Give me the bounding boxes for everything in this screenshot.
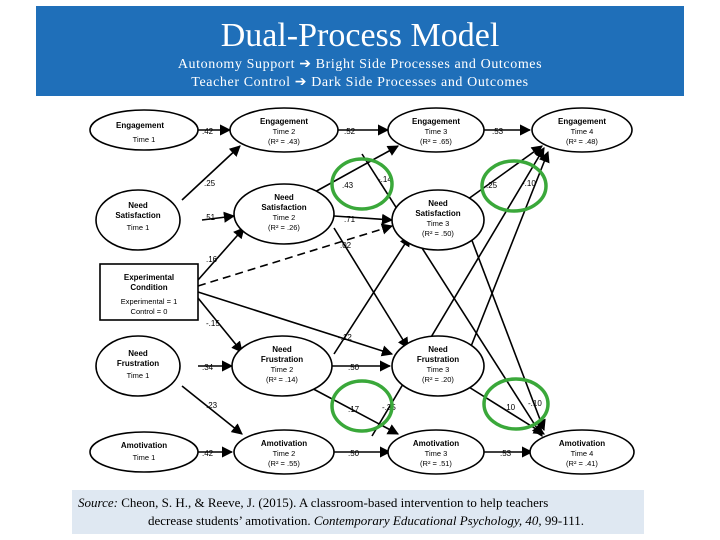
label-amotivation-t2-sub: Time 2 bbox=[272, 449, 296, 458]
coef-satisfaction-t2-t3: .71 bbox=[344, 215, 356, 224]
coef-amotivation-t3-t4: .53 bbox=[500, 449, 512, 458]
coef-highlight-bottom-left: -.35 bbox=[382, 403, 396, 412]
label-engagement-t3-r2: (R² = .65) bbox=[420, 137, 452, 146]
coef-condition-frustration: -.15 bbox=[206, 319, 220, 328]
path-satisfaction1-engagement2 bbox=[182, 146, 240, 200]
label-frustration-t2-title1: Need bbox=[272, 345, 292, 354]
label-amotivation-t2-title: Amotivation bbox=[260, 439, 308, 448]
label-amotivation-t4-title: Amotivation bbox=[558, 439, 606, 448]
coef-satisfaction-t1-t2: .51 bbox=[204, 213, 216, 222]
label-frustration-t2-sub: Time 2 bbox=[270, 365, 294, 374]
label-engagement-t2-sub: Time 2 bbox=[272, 127, 296, 136]
path-arrows bbox=[182, 130, 548, 452]
label-frustration-t1-title1: Need bbox=[128, 349, 148, 358]
label-satisfaction-t2-sub: Time 2 bbox=[272, 213, 296, 222]
coef-highlight-top-right: -.10 bbox=[522, 179, 536, 188]
label-engagement-t4-sub: Time 4 bbox=[570, 127, 594, 136]
path-satisfaction2-engagement3 bbox=[304, 146, 398, 198]
label-satisfaction-t3-r2: (R² = .50) bbox=[422, 229, 454, 238]
label-engagement-t2-title: Engagement bbox=[259, 117, 309, 126]
path-condition-frustration2 bbox=[198, 298, 242, 352]
subtitle-dark-side: Teacher Control ➔ Dark Side Processes and Outcomes bbox=[191, 75, 529, 90]
path-frustration1-amotivation2 bbox=[182, 386, 242, 434]
label-engagement-t3-title: Engagement bbox=[411, 117, 461, 126]
path-satisfaction-t2-t3 bbox=[334, 216, 392, 220]
label-satisfaction-t3-title2: Satisfaction bbox=[415, 209, 461, 218]
label-satisfaction-t3-title1: Need bbox=[428, 199, 448, 208]
label-satisfaction-t1-sub: Time 1 bbox=[126, 223, 150, 232]
coef-satisfaction1-engagement2: .25 bbox=[204, 179, 216, 188]
label-amotivation-t4-r2: (R² = .41) bbox=[566, 459, 598, 468]
label-condition-title2: Condition bbox=[130, 283, 168, 292]
label-condition-sub1: Experimental = 1 bbox=[120, 297, 178, 306]
label-engagement-t4-r2: (R² = .48) bbox=[566, 137, 598, 146]
label-frustration-t2-title2: Frustration bbox=[260, 355, 304, 364]
label-satisfaction-t2-title2: Satisfaction bbox=[261, 203, 307, 212]
label-satisfaction-t1-title2: Satisfaction bbox=[115, 211, 161, 220]
label-condition-title1: Experimental bbox=[123, 273, 175, 282]
coef-frustration2-amotivation3: .17 bbox=[348, 405, 360, 414]
source-label: Source: bbox=[78, 495, 118, 510]
label-frustration-t3-title2: Frustration bbox=[416, 355, 460, 364]
coef-satisfaction3-engagement4: .25 bbox=[486, 181, 498, 190]
label-condition-sub2: Control = 0 bbox=[130, 307, 168, 316]
coef-condition-satisfaction: .16 bbox=[206, 255, 218, 264]
label-engagement-t3-sub: Time 3 bbox=[424, 127, 448, 136]
coef-frustration-t2-t3: .50 bbox=[348, 363, 360, 372]
label-satisfaction-t1-title1: Need bbox=[128, 201, 148, 210]
slide-title: Dual-Process Model bbox=[220, 17, 500, 54]
label-satisfaction-t2-title1: Need bbox=[274, 193, 294, 202]
label-frustration-t2-r2: (R² = .14) bbox=[266, 375, 298, 384]
label-amotivation-t1-sub: Time 1 bbox=[132, 453, 156, 462]
node-satisfaction-time1 bbox=[96, 190, 180, 250]
path-cross-frustration3-engagement4 bbox=[468, 152, 548, 354]
coef-engagement-t2-t3: .52 bbox=[344, 127, 356, 136]
coef-engagement-t3-t4: .53 bbox=[492, 127, 504, 136]
label-amotivation-t3-title: Amotivation bbox=[412, 439, 460, 448]
label-amotivation-t2-r2: (R² = .55) bbox=[268, 459, 300, 468]
source-journal: Contemporary Educational Psychology, 40, bbox=[313, 513, 542, 528]
label-amotivation-t1-title: Amotivation bbox=[120, 441, 168, 450]
coef-amotivation-t2-t3: .50 bbox=[348, 449, 360, 458]
source-line2a: decrease students’ amotivation. bbox=[148, 513, 314, 528]
coef-highlight-bottom-right: -.10 bbox=[528, 399, 542, 408]
node-engagement-time1 bbox=[90, 110, 198, 150]
label-amotivation-t3-r2: (R² = .51) bbox=[420, 459, 452, 468]
label-engagement-t1-title: Engagement bbox=[115, 121, 165, 130]
source-citation bbox=[72, 490, 644, 534]
coef-highlight-top-left: -.14 bbox=[378, 175, 392, 184]
label-satisfaction-t3-sub: Time 3 bbox=[426, 219, 450, 228]
path-condition-satisfaction2 bbox=[198, 228, 244, 280]
label-engagement-t2-r2: (R² = .43) bbox=[268, 137, 300, 146]
coef-engagement-t1-t2: .42 bbox=[202, 127, 214, 136]
label-frustration-t1-sub: Time 1 bbox=[126, 371, 150, 380]
label-amotivation-t3-sub: Time 3 bbox=[424, 449, 448, 458]
coef-amotivation-t1-t2: .42 bbox=[202, 449, 214, 458]
label-engagement-t1-sub: Time 1 bbox=[132, 135, 156, 144]
label-satisfaction-t2-r2: (R² = .26) bbox=[268, 223, 300, 232]
coef-frustration3-amotivation4: .10 bbox=[504, 403, 516, 412]
coef-frustration1-amotivation2: .23 bbox=[206, 401, 218, 410]
source-line2b: 99-111. bbox=[541, 513, 585, 528]
label-frustration-t3-r2: (R² = .20) bbox=[422, 375, 454, 384]
path-satisfaction3-engagement4 bbox=[464, 146, 542, 202]
source-line1: Cheon, S. H., & Reeve, J. (2015). A classroom-based intervention to help teachers bbox=[117, 495, 549, 510]
label-frustration-t1-title2: Frustration bbox=[116, 359, 160, 368]
node-amotivation-time1 bbox=[90, 432, 198, 472]
subtitle-bright-side: Autonomy Support ➔ Bright Side Processes and Outcomes bbox=[177, 57, 543, 72]
coef-satisfaction2-engagement3: .43 bbox=[342, 181, 354, 190]
label-frustration-t3-title1: Need bbox=[428, 345, 448, 354]
coef-condition-dashed: .02 bbox=[340, 241, 352, 250]
label-frustration-t3-sub: Time 3 bbox=[426, 365, 450, 374]
path-model-diagram bbox=[72, 96, 644, 490]
slide-header bbox=[36, 6, 684, 96]
label-amotivation-t4-sub: Time 4 bbox=[570, 449, 594, 458]
label-engagement-t4-title: Engagement bbox=[557, 117, 607, 126]
coef-frustration-t1-t2: .34 bbox=[202, 363, 214, 372]
coef-cross-upper: -.12 bbox=[338, 333, 352, 342]
